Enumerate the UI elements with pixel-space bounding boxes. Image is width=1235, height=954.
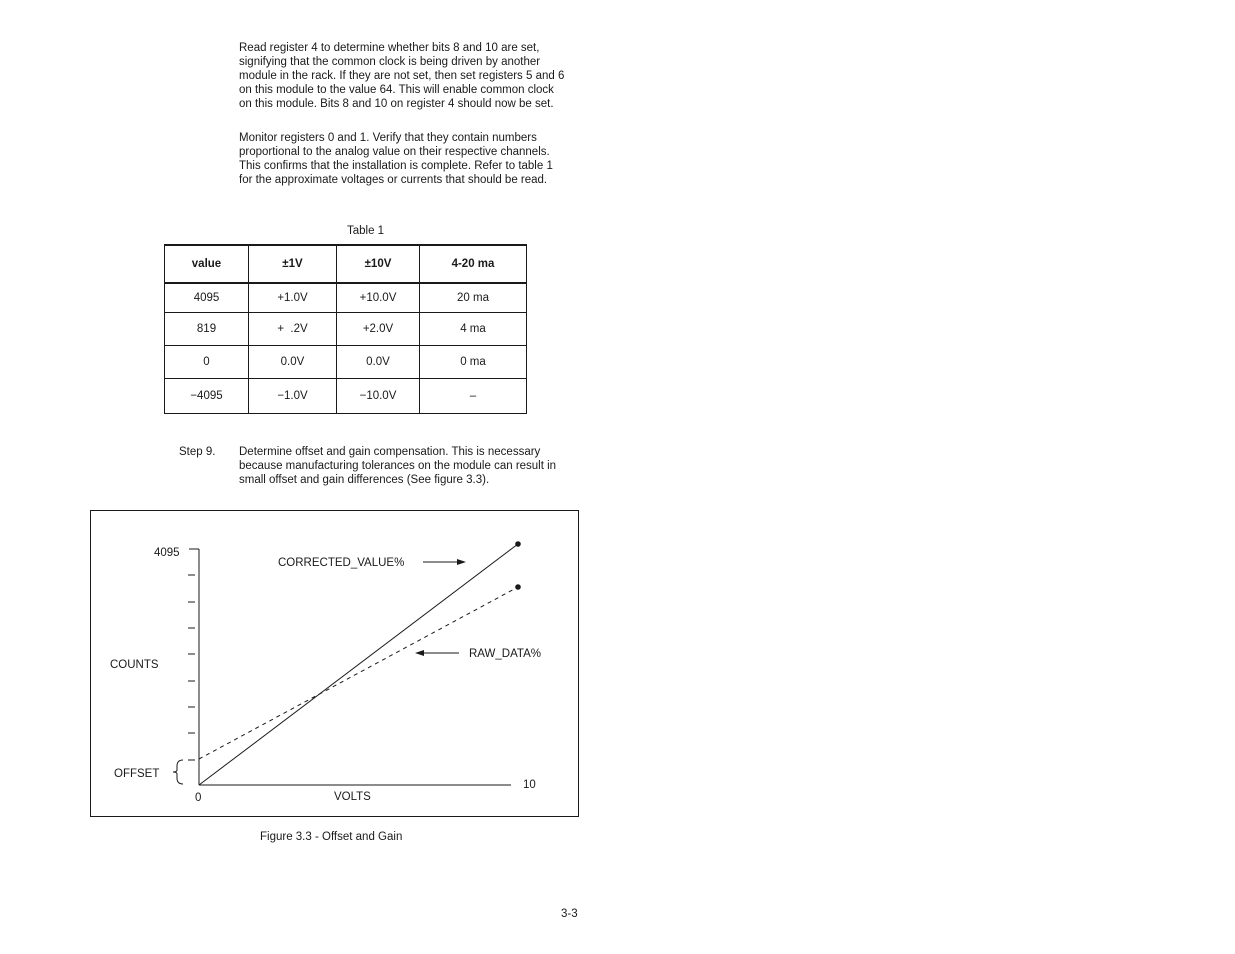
y-top-label: 4095	[154, 547, 180, 559]
table-cell: +2.0V	[337, 313, 420, 346]
table-cell: –	[420, 379, 527, 414]
header-10v: ±10V	[337, 245, 420, 283]
figure-caption: Figure 3.3 - Offset and Gain	[260, 831, 403, 843]
table-cell: −4095	[165, 379, 249, 414]
table-row	[165, 283, 527, 313]
raw-data-line	[199, 587, 518, 759]
table-cell: 4095	[165, 283, 249, 313]
table-1	[164, 244, 527, 414]
x-origin-label: 0	[195, 792, 202, 804]
corrected-value-label: CORRECTED_VALUE%	[278, 557, 405, 569]
table-row	[165, 346, 527, 379]
table-cell: + .2V	[249, 313, 337, 346]
header-1v: ±1V	[249, 245, 337, 283]
table-cell: −10.0V	[337, 379, 420, 414]
paragraph-monitor-registers: Monitor registers 0 and 1. Verify that they contain numbers proportional to the analog value on their respective channels. This confirms that the installation is complete. Refer to table 1 for the approximate voltages or currents that should be read.	[239, 132, 553, 186]
table-cell: 0 ma	[420, 346, 527, 379]
step-9-text: Determine offset and gain compensation. This is necessary because manufacturing tolerances on the module can result in small offset and gain differences (See figure 3.3).	[239, 446, 557, 486]
table-cell: 0	[165, 346, 249, 379]
raw-arrow-head	[415, 650, 424, 656]
table-row	[165, 379, 527, 414]
corrected-value-endpoint	[515, 541, 521, 547]
y-axis-label: COUNTS	[110, 659, 159, 671]
offset-label: OFFSET	[114, 768, 160, 780]
page-number: 3-3	[561, 908, 578, 920]
table-cell: 0.0V	[337, 346, 420, 379]
offset-gain-diagram	[91, 511, 580, 818]
corrected-arrow-head	[457, 559, 466, 565]
x-end-label: 10	[523, 779, 536, 791]
table-cell: 819	[165, 313, 249, 346]
table-caption: Table 1	[347, 225, 385, 237]
table-cell: 4 ma	[420, 313, 527, 346]
table-cell: +10.0V	[337, 283, 420, 313]
table-cell: +1.0V	[249, 283, 337, 313]
header-4-20ma: 4-20 ma	[420, 245, 527, 283]
raw-data-endpoint	[515, 584, 521, 590]
header-value: value	[165, 245, 249, 283]
x-axis-label: VOLTS	[334, 791, 371, 803]
table-cell: −1.0V	[249, 379, 337, 414]
raw-data-label: RAW_DATA%	[469, 648, 541, 660]
step-9-label: Step 9.	[179, 446, 216, 458]
table-cell: 20 ma	[420, 283, 527, 313]
corrected-value-line	[199, 544, 518, 785]
paragraph-register-4: Read register 4 to determine whether bits 8 and 10 are set, signifying that the common clock is being driven by another module in the rack. If they are not set, then set registers 5 and 6 on this module to the value 64. This will enable common clock on this module. Bits 8 and 10 on register 4 should now be set.	[239, 42, 565, 110]
figure-offset-gain	[90, 510, 579, 817]
offset-brace	[173, 760, 183, 784]
table-header-row	[165, 245, 527, 283]
table-row	[165, 313, 527, 346]
table-cell: 0.0V	[249, 346, 337, 379]
